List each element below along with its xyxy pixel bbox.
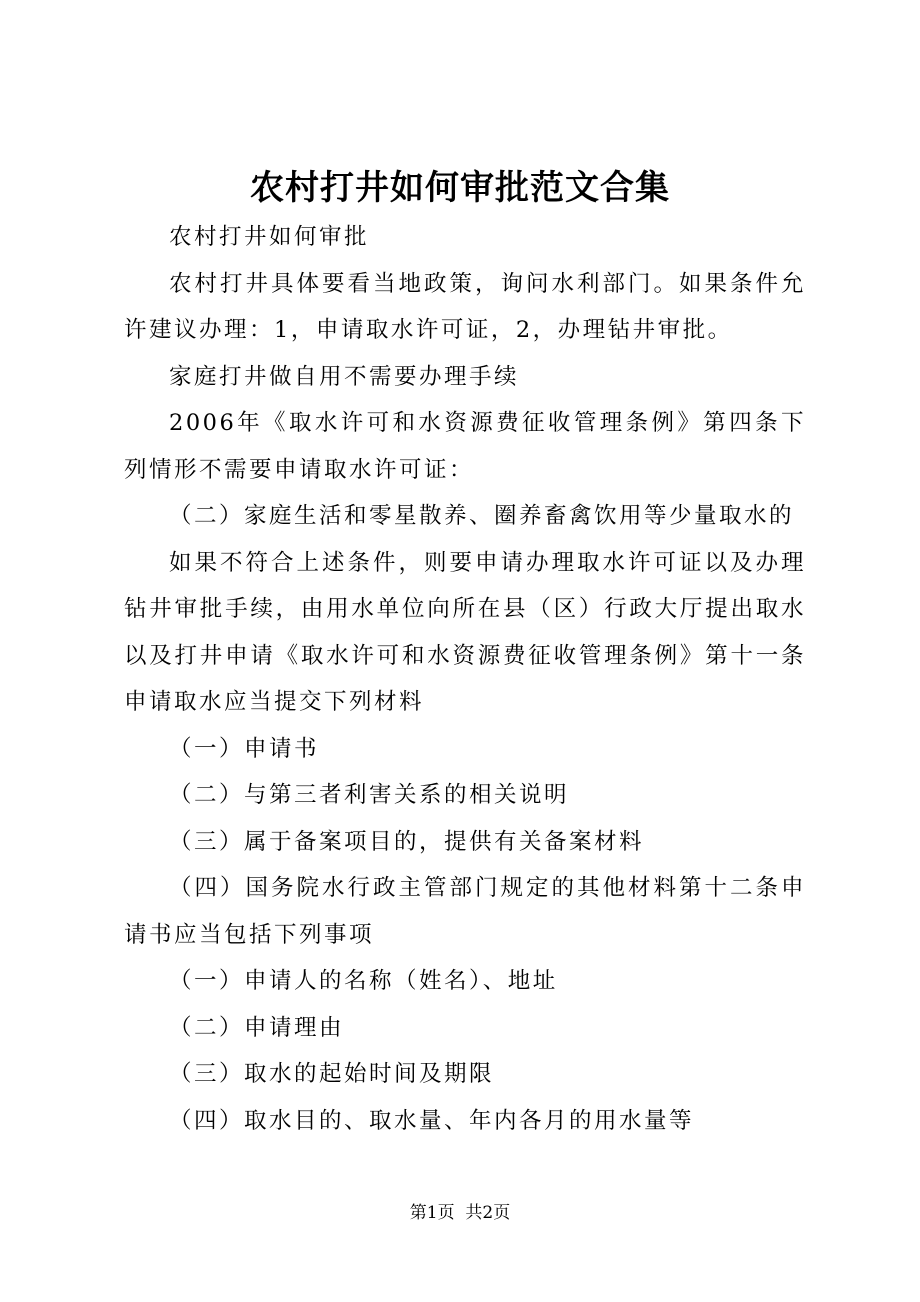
paragraph: 如果不符合上述条件，则要申请办理取水许可证以及办理钻井审批手续，由用水单位向所在县（区）行政大厅提出取水以及打井申请《取水许可和水资源费征收管理条例》第十一条申请取水应当提交下列材料 (124, 549, 806, 715)
paragraph: （三）取水的起始时间及期限 (169, 1061, 495, 1087)
paragraph: （四）国务院水行政主管部门规定的其他材料第十二条申请书应当包括下列事项 (124, 875, 806, 948)
paragraph: 2006年《取水许可和水资源费征收管理条例》第四条下列情形不需要申请取水许可证： (124, 410, 806, 483)
paragraph: （二）与第三者利害关系的相关说明 (169, 782, 570, 808)
page-footer (0, 1198, 920, 1228)
document-title: 农村打井如何审批范文合集 (250, 168, 670, 208)
paragraph: 农村打井如何审批 (169, 224, 370, 250)
page-number: 第1页 (409, 1203, 455, 1223)
document-body (124, 214, 806, 1144)
paragraph: （一）申请人的名称（姓名）、地址 (169, 968, 558, 994)
paragraph: （三）属于备案项目的，提供有关备案材料 (169, 828, 645, 855)
paragraph: （二）家庭生活和零星散养、圈养畜禽饮用等少量取水的 (169, 503, 795, 529)
page-total: 共2页 (465, 1203, 511, 1223)
paragraph: 家庭打井做自用不需要办理手续 (169, 363, 520, 390)
paragraph: （一）申请书 (169, 735, 320, 762)
paragraph: 农村打井具体要看当地政策，询问水利部门。如果条件允许建议办理：1，申请取水许可证，2，办理钻井审批。 (124, 270, 806, 343)
paragraph: （二）申请理由 (169, 1014, 345, 1041)
paragraph: （四）取水目的、取水量、年内各月的用水量等 (169, 1107, 695, 1134)
